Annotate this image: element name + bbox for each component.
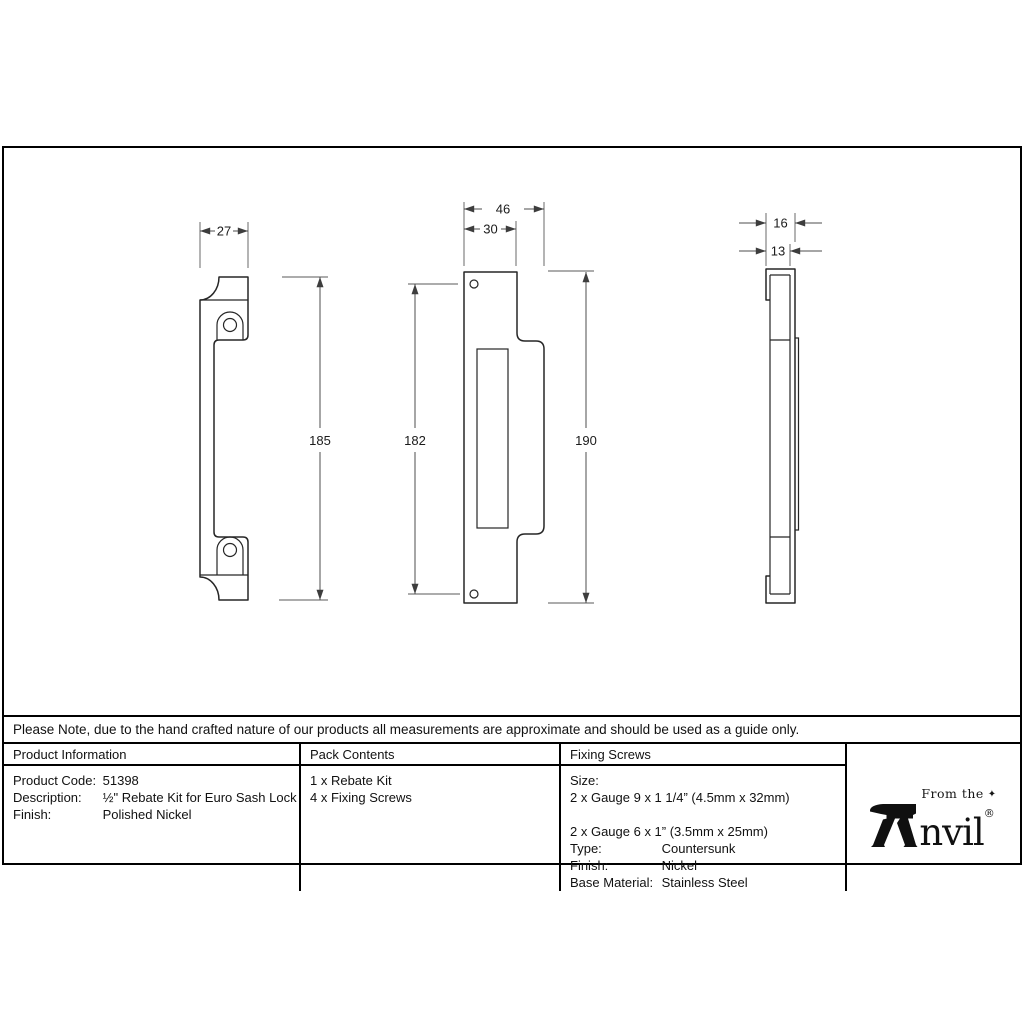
dim-face-inner-width: 30 [483, 221, 498, 237]
dim-side-width: 27 [216, 223, 232, 239]
dim-face-outer-width: 46 [495, 201, 511, 217]
screw-size-value2: 2 x Gauge 6 x 1” (3.5mm x 25mm) [570, 824, 768, 839]
product-information-column [4, 744, 299, 891]
product-information-header: Product Information [4, 744, 299, 766]
edge-view [739, 213, 822, 603]
fixing-screws-column [559, 744, 845, 891]
finish-value: Polished Nickel [102, 807, 192, 822]
dim-edge-depth: 16 [773, 215, 788, 231]
side-top-screw-hole [224, 319, 237, 332]
screw-size-label: Size: [570, 773, 599, 788]
anvil-icon [870, 803, 918, 850]
info-table [4, 742, 1020, 891]
description-row [13, 789, 299, 806]
finish-label: Finish: [13, 807, 52, 822]
face-top-screw-hole [470, 280, 478, 288]
logo-spark-icon: ✦ [987, 788, 997, 800]
screw-type-value: Countersunk [661, 841, 736, 856]
dim-face-fixing-centres: 182 [404, 433, 426, 448]
fixing-screws-header: Fixing Screws [561, 744, 845, 766]
drawing-area [4, 148, 1020, 715]
logo-tagline: From the ✦ [921, 785, 997, 801]
product-code-label: Product Code: [13, 773, 97, 788]
description-value: ½" Rebate Kit for Euro Sash Lock [102, 790, 297, 805]
screw-material-value: Stainless Steel [661, 875, 748, 890]
pack-contents-column [299, 744, 559, 891]
screw-material-row [570, 874, 845, 891]
logo-wordmark: nvil® [919, 806, 995, 854]
screw-finish-value: Nickel [661, 858, 698, 873]
anvil-logo [870, 785, 997, 854]
drawing-frame [2, 146, 1022, 890]
screw-size-row2 [570, 806, 845, 840]
note-bar [4, 715, 1020, 742]
face-latch-slot [477, 349, 508, 528]
screw-size-value: 2 x Gauge 9 x 1 1/4” (4.5mm x 32mm) [570, 790, 790, 805]
registered-mark: ® [983, 806, 995, 820]
face-bottom-screw-hole [470, 590, 478, 598]
pack-contents-header: Pack Contents [301, 744, 559, 766]
pack-item: 1 x Rebate Kit [310, 773, 392, 788]
face-view-outline [464, 272, 544, 603]
dim-edge-inner-depth: 13 [770, 243, 786, 259]
description-label: Description: [13, 790, 82, 805]
screw-size-row [570, 772, 845, 806]
brand-logo-cell [845, 744, 1020, 891]
screw-finish-row [570, 857, 845, 874]
dim-face-height: 190 [575, 433, 597, 448]
side-top-screw-boss [217, 312, 243, 340]
pack-item: 4 x Fixing Screws [310, 790, 412, 805]
screw-finish-label: Finish: [570, 858, 609, 873]
side-bottom-screw-hole [224, 544, 237, 557]
product-code-row [13, 772, 299, 789]
screw-type-row [570, 840, 845, 857]
product-code-value: 51398 [102, 773, 139, 788]
face-view [404, 202, 597, 604]
dim-side-height: 185 [309, 433, 331, 448]
note-text: Please Note, due to the hand crafted nature of our products all measurements are approximate and should be used as a guide only. [13, 722, 800, 737]
side-view [200, 222, 331, 600]
screw-type-label: Type: [570, 841, 602, 856]
technical-drawing [4, 148, 1020, 715]
finish-row [13, 806, 299, 823]
screw-material-label: Base Material: [570, 875, 654, 890]
